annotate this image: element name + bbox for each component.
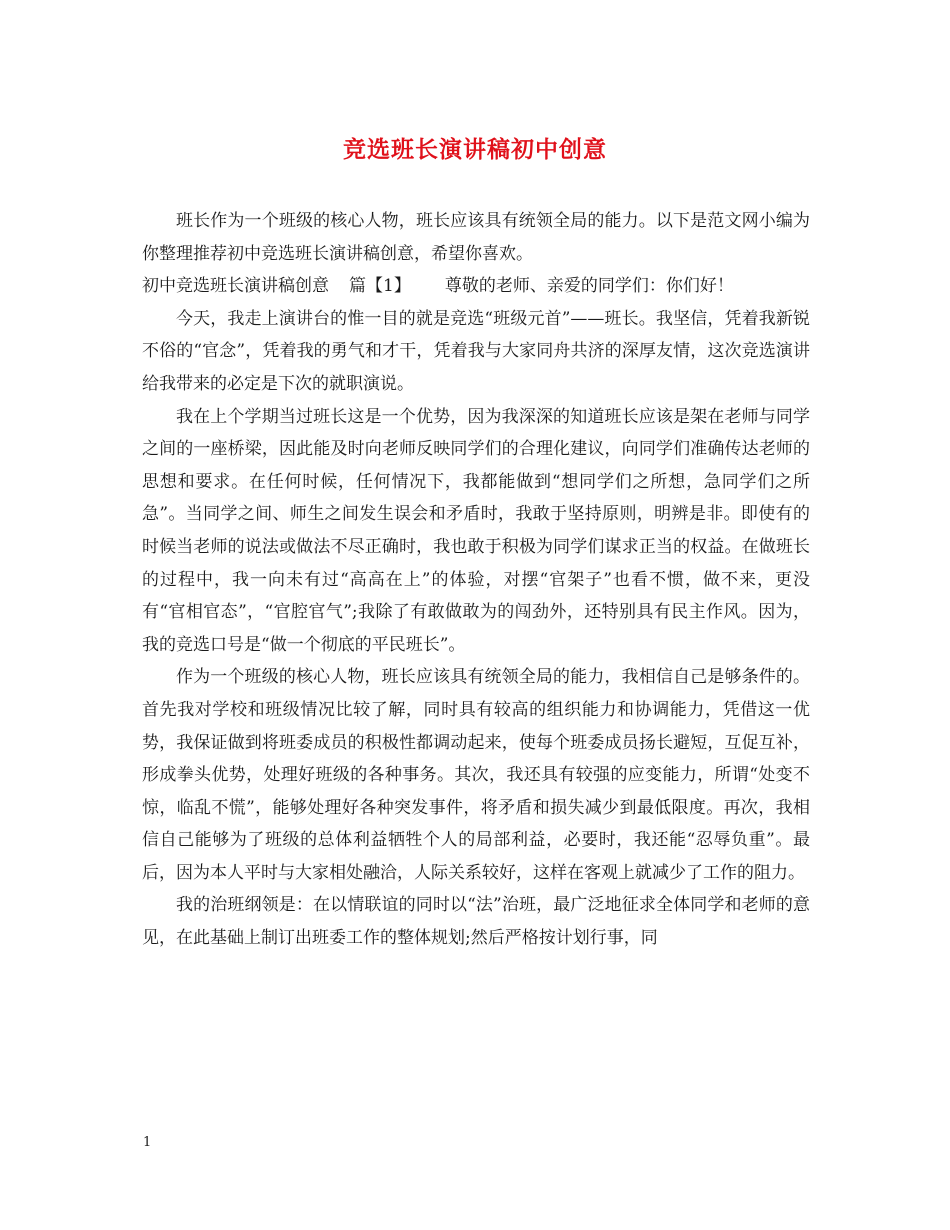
- section-part-label: 篇【1】: [349, 276, 411, 297]
- document-title: 竞选班长演讲稿初中创意: [343, 136, 607, 163]
- section-heading-label: 初中竞选班长演讲稿创意: [142, 276, 329, 297]
- intro-paragraph: 班长作为一个班级的核心人物，班长应该具有统领全局的能力。以下是范文网小编为你整理推荐初中竞选班长演讲稿创意，希望你喜欢。: [142, 211, 810, 264]
- body-paragraph: 作为一个班级的核心人物，班长应该具有统领全局的能力，我相信自己是够条件的。首先我对学校和班级情况比较了解，同时具有较高的组织能力和协调能力，凭借这一优势，我保证做到将班委成员的积极性都调动起来，使每个班委成员扬长避短，互促互补，形成拳头优势，处理好班级的各种事务。其次，我还具有较强的应变能力，所谓“处变不惊，临乱不慌”，能够处理好各种突发事件，将矛盾和损失减少到最低限度。再次，我相信自己能够为了班级的总体利益牺牲个人的局部利益，必要时，我还能“忍辱负重”。最后，因为本人平时与大家相处融洽，人际关系较好，这样在客观上就减少了工作的阻力。: [142, 667, 810, 883]
- document-body: [142, 205, 810, 955]
- greeting-text: 尊敬的老师、亲爱的同学们：你们好！: [444, 276, 734, 297]
- body-paragraph: 我在上个学期当过班长这是一个优势，因为我深深的知道班长应该是架在老师与同学之间的一座桥梁，因此能及时向老师反映同学们的合理化建议，向同学们准确传达老师的思想和要求。在任何时候，任何情况下，我都能做到“想同学们之所想，急同学们之所急”。当同学之间、师生之间发生误会和矛盾时，我敢于坚持原则，明辨是非。即使有的时候当老师的说法或做法不尽正确时，我也敢于积极为同学们谋求正当的权益。在做班长的过程中，我一向未有过“高高在上”的体验，对摆“官架子”也看不惯，做不来，更没有“官相官态”，“官腔官气”;我除了有敢做敢为的闯劲外，还特别具有民主作风。因为，我的竞选口号是“做一个彻底的平民班长”。: [142, 406, 810, 655]
- body-paragraph: 今天，我走上演讲台的惟一目的就是竞选“班级元首”——班长。我坚信，凭着我新锐不俗的“官念”，凭着我的勇气和才干，凭着我与大家同舟共济的深厚友情，这次竞选演讲给我带来的必定是下次的就职演说。: [142, 308, 810, 394]
- body-paragraph: 我的治班纲领是：在以情联谊的同时以“法”治班，最广泛地征求全体同学和老师的意见，在此基础上制订出班委工作的整体规划;然后严格按计划行事，同: [142, 895, 810, 949]
- page-number: 1: [143, 1135, 152, 1150]
- section-heading-line: [142, 270, 810, 303]
